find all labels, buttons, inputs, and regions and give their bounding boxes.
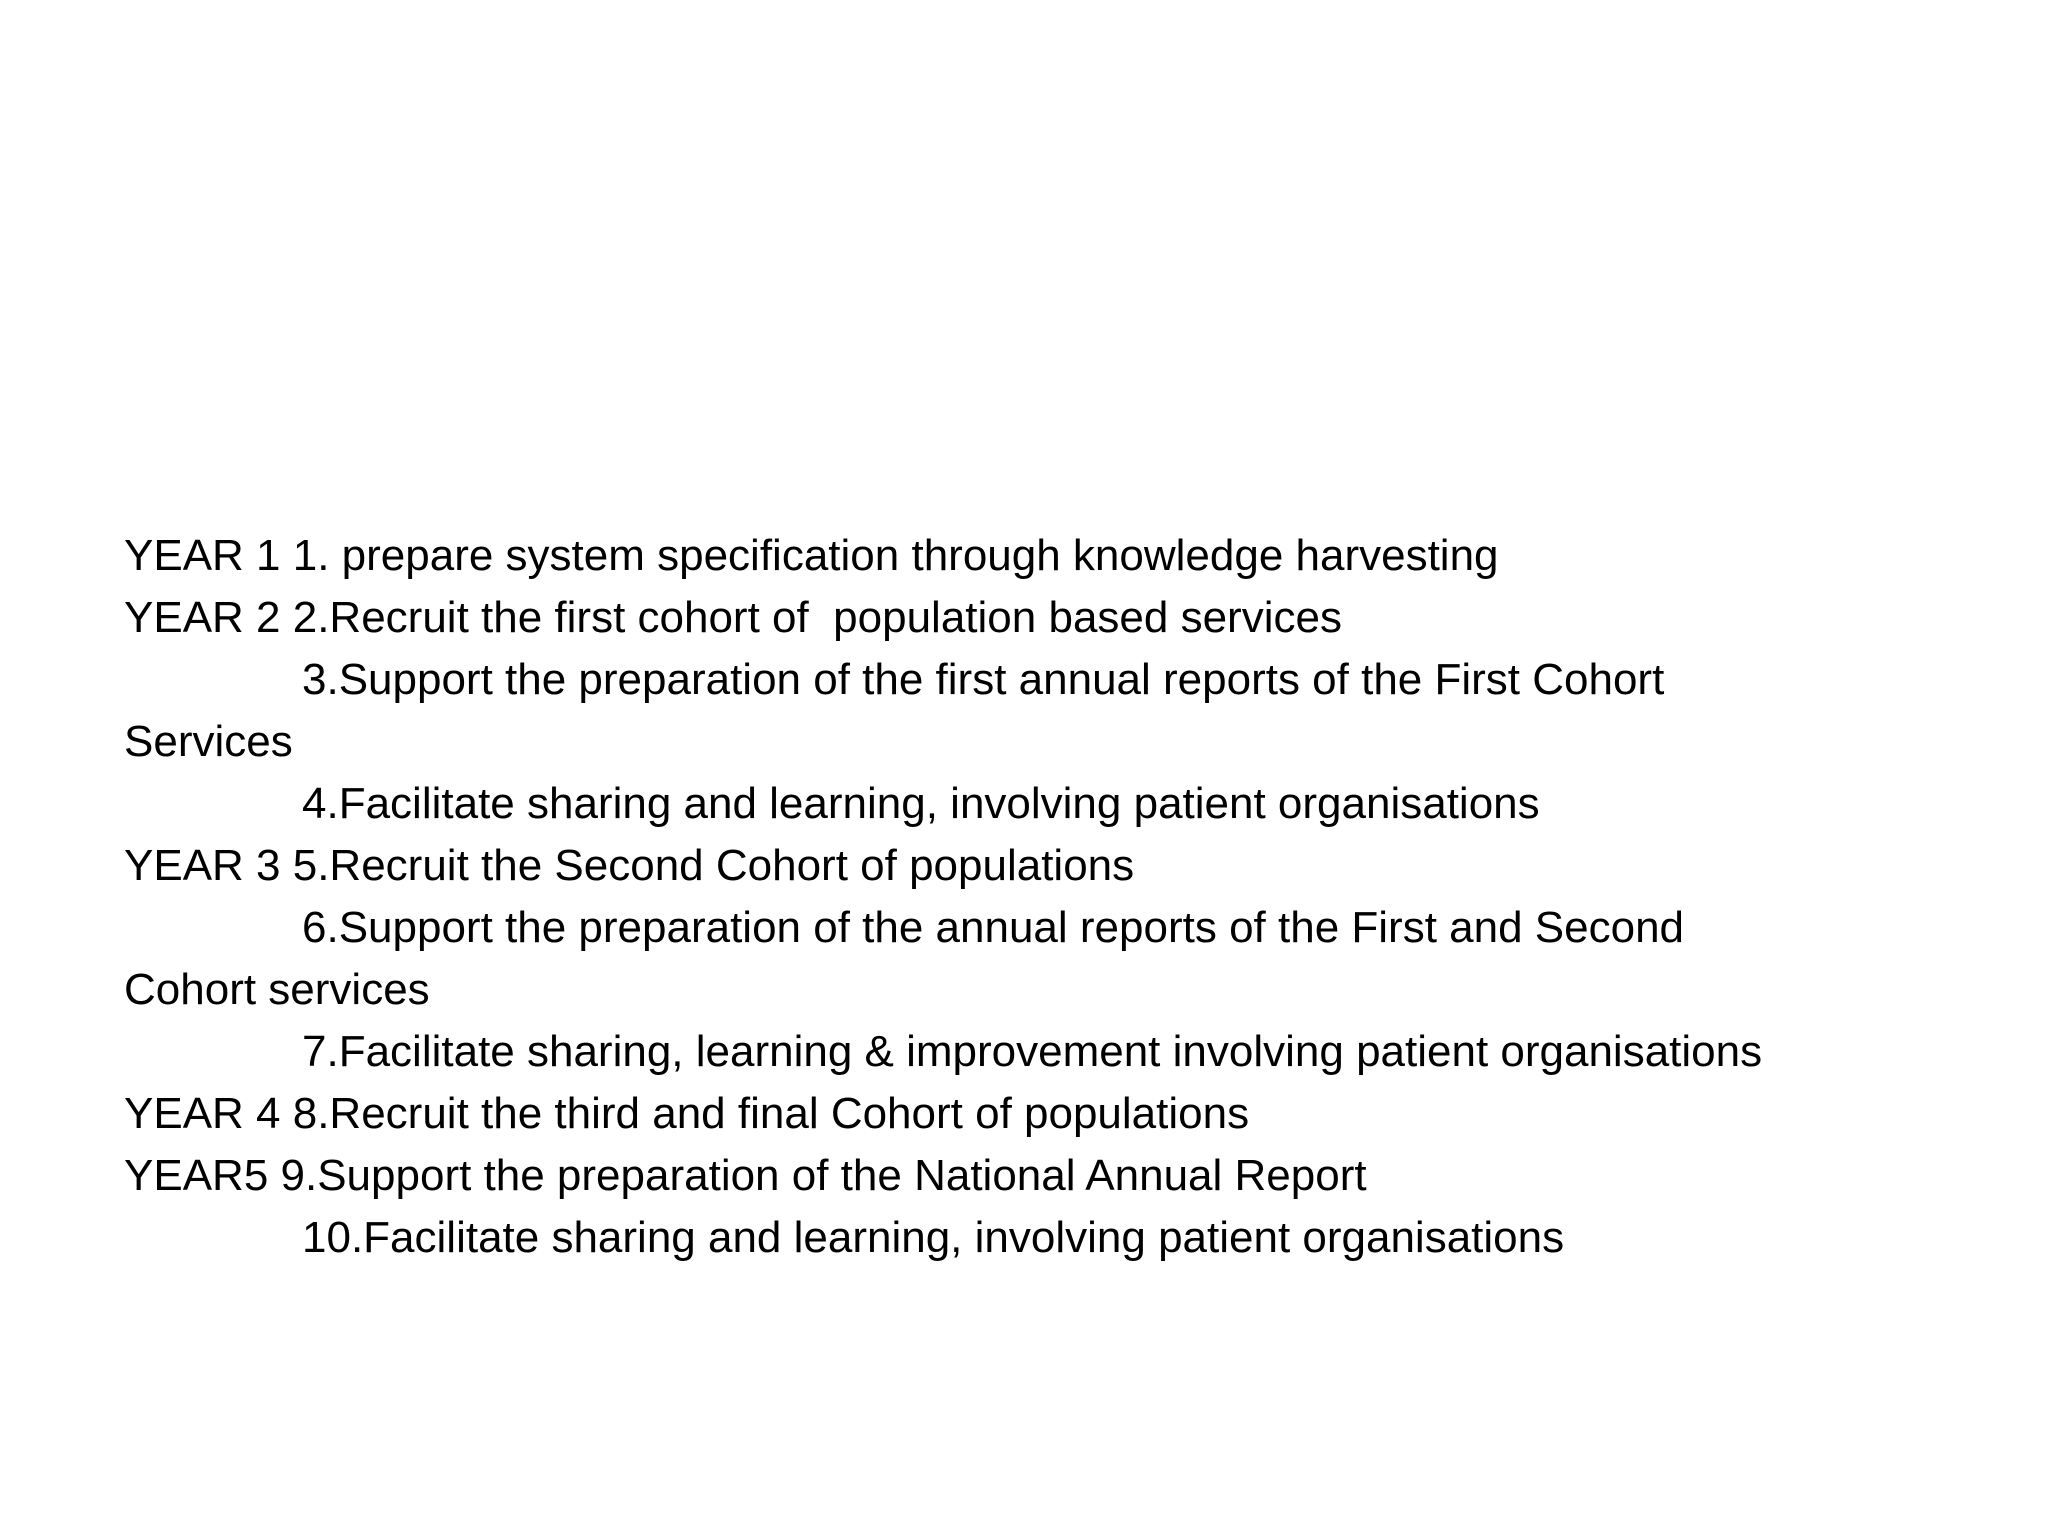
text-line-item10: 10.Facilitate sharing and learning, involving patient organisations xyxy=(302,1213,1565,1262)
text-line-item3: 3.Support the preparation of the first annual reports of the First Cohort xyxy=(302,655,1665,704)
text-line-item3-wrap: Services xyxy=(124,717,293,766)
text-line-item6-wrap: Cohort services xyxy=(124,965,430,1014)
text-line-year2: YEAR 2 2.Recruit the first cohort of population based services xyxy=(124,593,1342,642)
text-line-year5: YEAR5 9.Support the preparation of the National Annual Report xyxy=(124,1151,1367,1200)
text-line-year1: YEAR 1 1. prepare system specification through knowledge harvesting xyxy=(124,531,1499,580)
text-line-item7: 7.Facilitate sharing, learning & improvement involving patient organisations xyxy=(302,1027,1763,1076)
text-line-year4: YEAR 4 8.Recruit the third and final Cohort of populations xyxy=(124,1089,1250,1138)
timeline-text-block xyxy=(124,525,1994,1269)
text-line-year3: YEAR 3 5.Recruit the Second Cohort of populations xyxy=(124,841,1135,890)
text-line-item6: 6.Support the preparation of the annual reports of the First and Second xyxy=(302,903,1685,952)
text-line-item4: 4.Facilitate sharing and learning, involving patient organisations xyxy=(302,779,1540,828)
